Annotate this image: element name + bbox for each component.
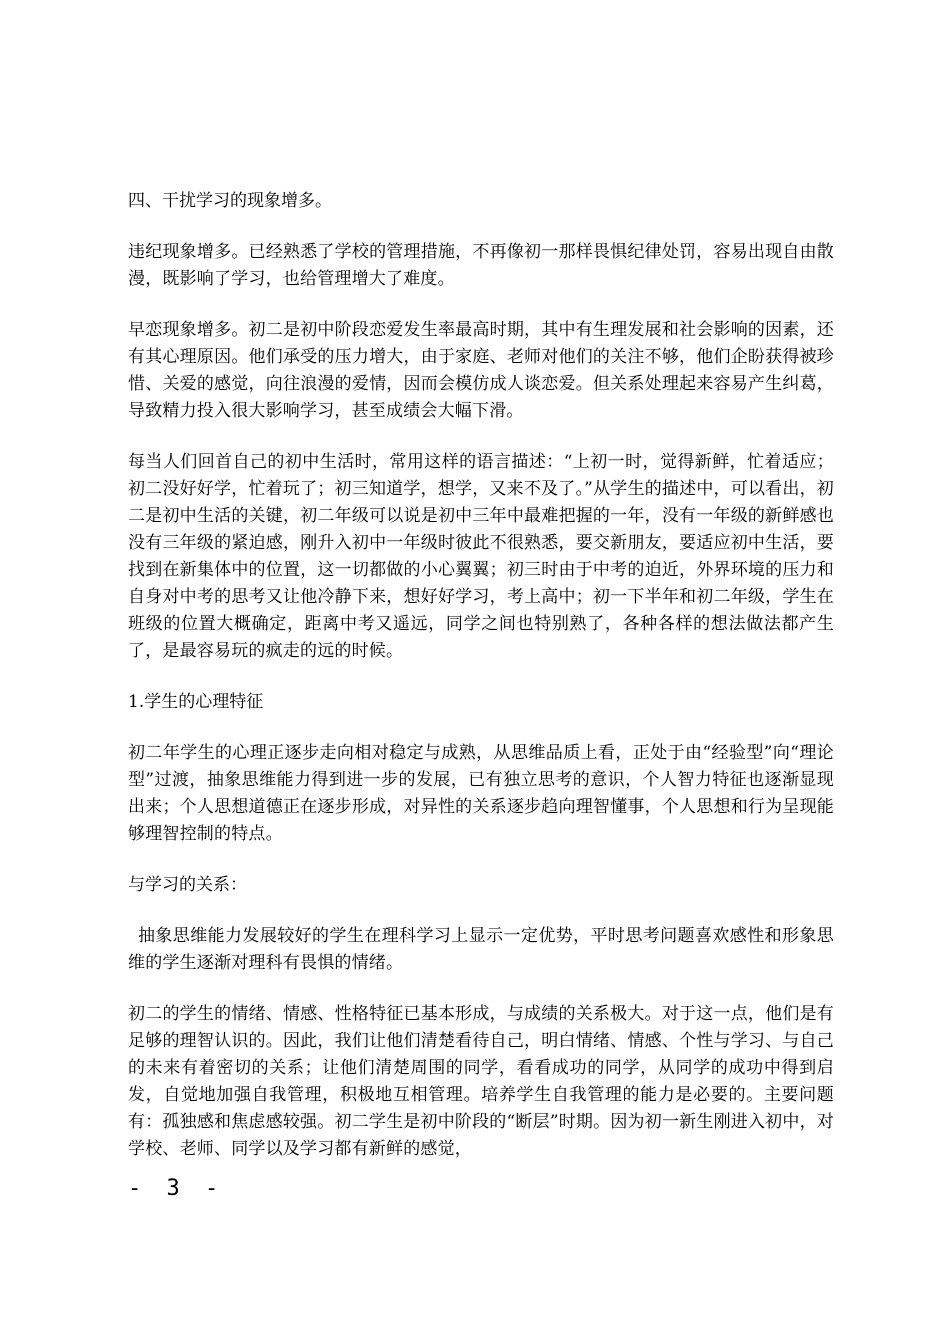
paragraph-discipline: 违纪现象增多。已经熟悉了学校的管理措施，不再像初一那样畏惧纪律处罚，容易出现自由散漫，既影响了学习，也给管理增大了难度。 [128, 242, 834, 289]
section-heading-4: 四、干扰学习的现象增多。 [128, 191, 332, 211]
paragraph-early-love: 早恋现象增多。初二是初中阶段恋爱发生率最高时期，其中有生理发展和社会影响的因素，还有其心理原因。他们承受的压力增大，由于家庭、老师对他们的关注不够，他们企盼获得被珍惜、关爱的感觉，向往浪漫的爱情，因而会模仿成人谈恋爱。但关系处理起来容易产生纠葛，导致精力投入很大影响学习，甚至成绩会大幅下滑。 [128, 320, 834, 421]
paragraph-emotion: 初二的学生的情绪、情感、性格特征已基本形成，与成绩的关系极大。对于这一点，他们是有足够的理智认识的。因此，我们让他们清楚看待自己，明白情绪、情感、个性与学习、与自己的未来有着密切的关系；让他们清楚周围的同学，看看成功的同学，从同学的成功中得到启发，自觉地加强自我管理，积极地互相管理。培养学生自我管理的能力是必要的。主要问题有：孤独感和焦虑感较强。初二学生是初中阶段的“断层”时期。因为初一新生刚进入初中，对学校、老师、同学以及学习都有新鲜的感觉， [128, 1004, 834, 1159]
paragraph-abstract-thinking: 抽象思维能力发展较好的学生在理科学习上显示一定优势，平时思考问题喜欢感性和形象思维的学生逐渐对理科有畏惧的情绪。 [128, 926, 834, 973]
page-number: - 3 - [128, 1176, 225, 1201]
section-heading-psychology: 1.学生的心理特征 [128, 692, 264, 712]
paragraph-psychology: 初二年学生的心理正逐步走向相对稳定与成熟，从思维品质上看，正处于由“经验型”向“理论型”过渡，抽象思维能力得到进一步的发展，已有独立思考的意识，个人智力特征也逐渐显现出来；个人思想道德正在逐步形成，对异性的关系逐步趋向理智懂事，个人思想和行为呈现能够理智控制的特点。 [128, 743, 834, 844]
section-heading-relation: 与学习的关系： [128, 875, 247, 895]
paragraph-reflection: 每当人们回首自己的初中生活时，常用这样的语言描述：“上初一时，觉得新鲜，忙着适应；初二没好好学，忙着玩了；初三知道学，想学，又来不及了。”从学生的描述中，可以看出，初二是初中生活的关键，初二年级可以说是初中三年中最难把握的一年，没有一年级的新鲜感也没有三年级的紧迫感，刚升入初中一年级时彼此不很熟悉，要交新朋友，要适应初中生活，要找到在新集体中的位置，这一切都做的小心翼翼；初三时由于中考的迫近，外界环境的压力和自身对中考的思考又让他冷静下来，想好好学习，考上高中；初一下半年和初二年级，学生在班级的位置大概确定，距离中考又遥远，同学之间也特别熟了，各种各样的想法做法都产生了，是最容易玩的疯走的远的时候。 [128, 452, 834, 661]
document-body [128, 188, 834, 1187]
